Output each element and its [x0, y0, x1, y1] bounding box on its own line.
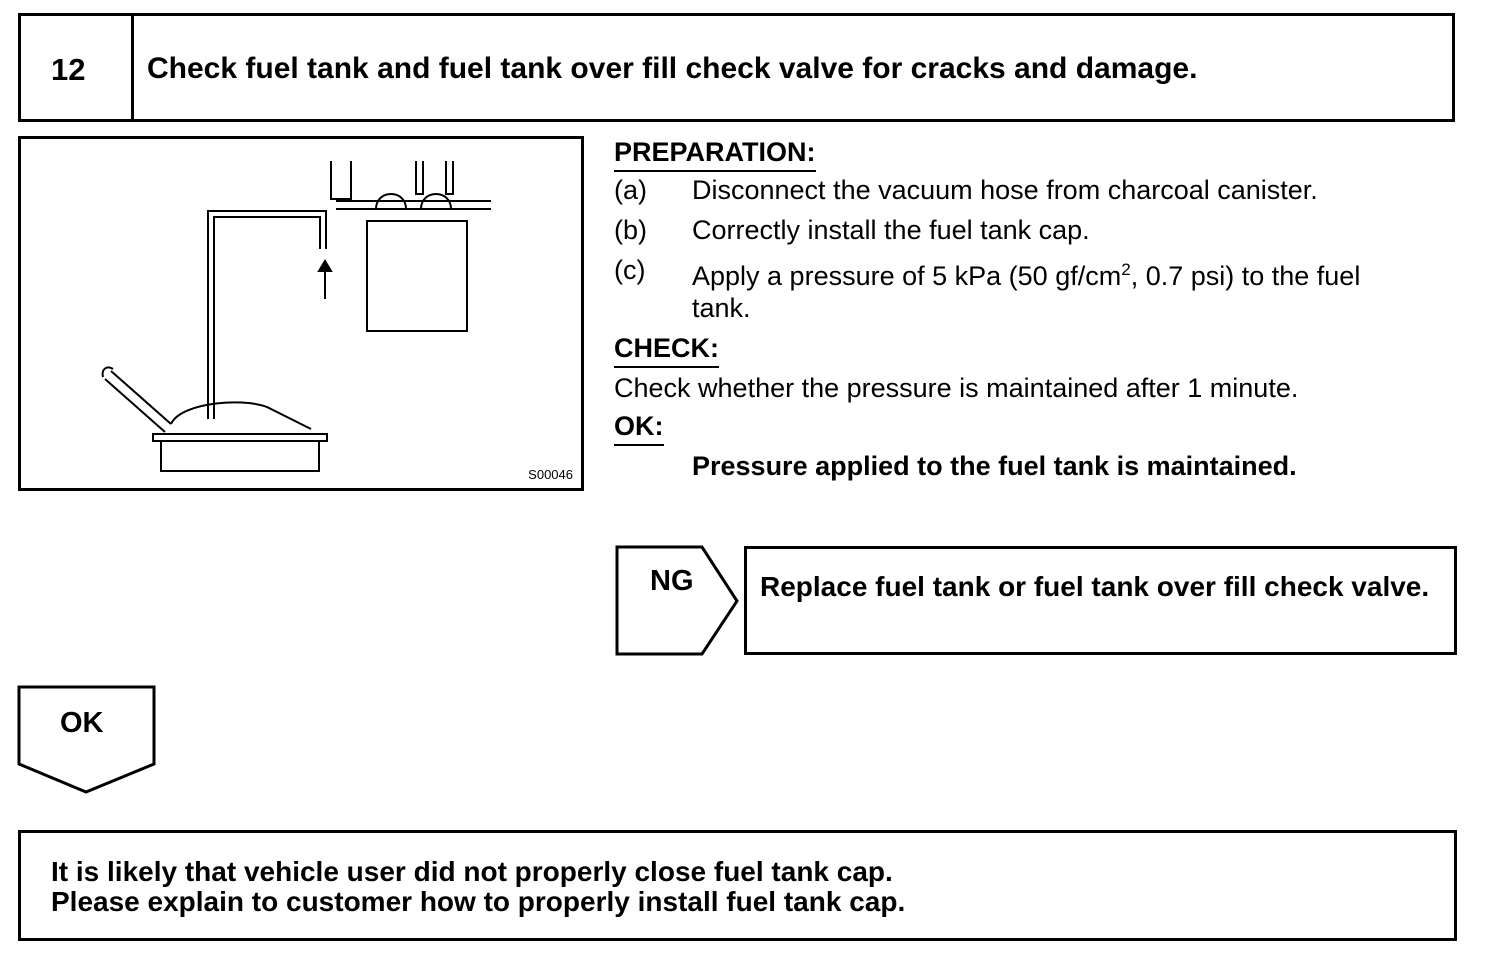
final-message-line-1: It is likely that vehicle user did not properly close fuel tank cap. — [51, 856, 893, 887]
step-text: Disconnect the vacuum hose from charcoal canister. — [692, 175, 1318, 205]
preparation-heading: PREPARATION: — [614, 136, 816, 172]
ok-label: OK — [60, 707, 104, 739]
step-text-part: Apply a pressure of 5 kPa (50 gf/cm — [692, 261, 1122, 291]
step-text: tank. — [692, 293, 751, 323]
ok-criterion: Pressure applied to the fuel tank is maintained. — [692, 451, 1297, 481]
step-letter: (b) — [614, 215, 647, 245]
illustration-frame — [18, 136, 584, 491]
ok-arrow-tag-icon — [16, 684, 160, 796]
step-header — [18, 13, 1455, 122]
fuel-system-diagram-icon — [21, 139, 581, 488]
step-text-part: , 0.7 psi) to the fuel — [1130, 261, 1361, 291]
step-letter: (a) — [614, 175, 647, 205]
ng-action-text: Replace fuel tank or fuel tank over fill check valve. — [760, 571, 1430, 602]
step-letter: (c) — [614, 255, 646, 285]
step-title: Check fuel tank and fuel tank over fill check valve for cracks and damage. — [147, 52, 1198, 85]
ok-heading: OK: — [614, 410, 664, 446]
ng-action-box — [744, 546, 1457, 655]
check-heading: CHECK: — [614, 332, 719, 368]
step-number: 12 — [21, 16, 134, 119]
step-text: Correctly install the fuel tank cap. — [692, 215, 1090, 245]
final-message-line-2: Please explain to customer how to properly install fuel tank cap. — [51, 886, 906, 917]
ng-label: NG — [650, 565, 694, 597]
figure-code: S00046 — [528, 467, 573, 482]
check-text: Check whether the pressure is maintained after 1 minute. — [614, 373, 1299, 403]
superscript: 2 — [1121, 260, 1131, 279]
step-text — [692, 254, 1474, 292]
final-message-box — [18, 830, 1457, 941]
ng-arrow-tag-icon — [614, 544, 742, 658]
